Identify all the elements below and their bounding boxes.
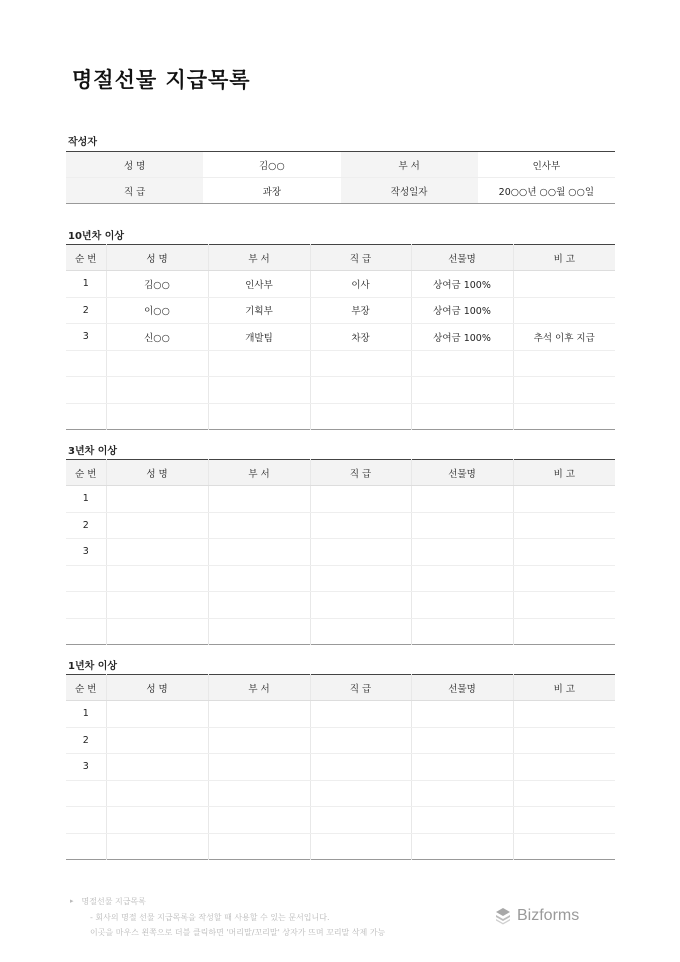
table-cell bbox=[411, 754, 513, 781]
table-cell bbox=[310, 512, 411, 539]
table-cell bbox=[411, 592, 513, 619]
table-row bbox=[66, 780, 615, 807]
table-cell bbox=[208, 539, 310, 566]
table-cell bbox=[66, 350, 106, 377]
table-row bbox=[66, 271, 615, 298]
table-cell bbox=[411, 512, 513, 539]
footer-description: - 회사의 명절 선물 지급목록을 작성할 때 사용할 수 있는 문서입니다. bbox=[90, 912, 330, 922]
table-row bbox=[66, 539, 615, 566]
table-row bbox=[66, 565, 615, 592]
table-cell bbox=[66, 403, 106, 430]
table-cell bbox=[310, 727, 411, 754]
column-header: 순 번 bbox=[66, 245, 106, 271]
column-header: 선물명 bbox=[411, 460, 513, 486]
table-cell bbox=[66, 377, 106, 404]
author-row bbox=[66, 152, 615, 178]
info-label: 작성일자 bbox=[341, 178, 478, 204]
table-cell: 김○○ bbox=[106, 271, 208, 298]
section-label-10yr: 10년차 이상 bbox=[68, 231, 125, 242]
column-header: 직 급 bbox=[310, 675, 411, 701]
table-cell bbox=[411, 403, 513, 430]
column-header: 부 서 bbox=[208, 675, 310, 701]
table-row bbox=[66, 512, 615, 539]
info-value: 인사부 bbox=[478, 152, 615, 178]
triangle-bullet-icon: ▸ bbox=[70, 897, 74, 905]
table-cell bbox=[411, 807, 513, 834]
page-footer[interactable] bbox=[70, 894, 385, 941]
table-cell: 개발팀 bbox=[208, 324, 310, 351]
table-cell bbox=[106, 754, 208, 781]
table-row bbox=[66, 807, 615, 834]
table-cell bbox=[66, 807, 106, 834]
table-cell: 2 bbox=[66, 297, 106, 324]
table-cell bbox=[310, 701, 411, 728]
table-cell bbox=[208, 833, 310, 860]
table-cell bbox=[513, 297, 615, 324]
table-cell bbox=[411, 701, 513, 728]
table-cell bbox=[106, 701, 208, 728]
column-header: 순 번 bbox=[66, 675, 106, 701]
table-cell bbox=[208, 807, 310, 834]
column-header: 순 번 bbox=[66, 460, 106, 486]
table-cell bbox=[513, 271, 615, 298]
table-cell: 차장 bbox=[310, 324, 411, 351]
table-row bbox=[66, 701, 615, 728]
table-cell bbox=[208, 377, 310, 404]
bizforms-logo-icon bbox=[494, 907, 512, 925]
table-row bbox=[66, 403, 615, 430]
table-cell bbox=[513, 807, 615, 834]
table-cell: 3 bbox=[66, 754, 106, 781]
table-cell bbox=[513, 833, 615, 860]
table-cell: 2 bbox=[66, 727, 106, 754]
table-row bbox=[66, 297, 615, 324]
table-cell bbox=[310, 618, 411, 645]
author-row bbox=[66, 178, 615, 204]
table-cell bbox=[310, 403, 411, 430]
table-cell bbox=[513, 539, 615, 566]
table-row bbox=[66, 754, 615, 781]
table-header-row bbox=[66, 675, 615, 701]
table-cell: 3 bbox=[66, 539, 106, 566]
table-cell bbox=[208, 727, 310, 754]
table-cell bbox=[66, 833, 106, 860]
table-cell bbox=[106, 350, 208, 377]
table-cell bbox=[208, 754, 310, 781]
table-cell bbox=[310, 565, 411, 592]
table-cell bbox=[106, 592, 208, 619]
table-cell bbox=[106, 486, 208, 513]
info-value: 20○○년 ○○월 ○○일 bbox=[498, 186, 595, 198]
table-cell bbox=[208, 512, 310, 539]
table-cell bbox=[411, 833, 513, 860]
table-cell bbox=[208, 486, 310, 513]
table-cell bbox=[66, 592, 106, 619]
gift-table bbox=[66, 674, 615, 860]
column-header: 비 고 bbox=[513, 675, 615, 701]
table-cell bbox=[411, 486, 513, 513]
table-cell bbox=[208, 618, 310, 645]
table-cell bbox=[310, 780, 411, 807]
table-row bbox=[66, 618, 615, 645]
table-cell: 2 bbox=[66, 512, 106, 539]
table-cell bbox=[310, 754, 411, 781]
table-cell: 상여금 100% bbox=[411, 271, 513, 298]
table-row bbox=[66, 833, 615, 860]
table-cell bbox=[208, 350, 310, 377]
table-cell: 신○○ bbox=[106, 324, 208, 351]
table-row bbox=[66, 377, 615, 404]
table-cell bbox=[513, 377, 615, 404]
table-cell bbox=[310, 486, 411, 513]
footer-title: 명절선물 지급목록 bbox=[81, 897, 146, 906]
table-cell bbox=[411, 350, 513, 377]
author-section-label: 작성자 bbox=[68, 137, 97, 148]
table-header-row bbox=[66, 460, 615, 486]
table-cell bbox=[106, 618, 208, 645]
table-cell bbox=[411, 539, 513, 566]
table-cell bbox=[208, 701, 310, 728]
table-cell: 부장 bbox=[310, 297, 411, 324]
section-label-3yr: 3년차 이상 bbox=[68, 446, 118, 457]
table-row bbox=[66, 486, 615, 513]
bizforms-logo bbox=[494, 907, 579, 925]
table-cell bbox=[208, 403, 310, 430]
table-cell bbox=[513, 486, 615, 513]
column-header: 선물명 bbox=[411, 245, 513, 271]
table-cell bbox=[411, 377, 513, 404]
bizforms-wordmark: Bizforms bbox=[517, 907, 580, 924]
table-row bbox=[66, 350, 615, 377]
table-cell: 기획부 bbox=[208, 297, 310, 324]
info-label: 직 급 bbox=[66, 178, 203, 204]
table-row bbox=[66, 324, 615, 351]
table-cell bbox=[411, 727, 513, 754]
table-cell bbox=[513, 512, 615, 539]
table-cell: 1 bbox=[66, 486, 106, 513]
table-cell: 상여금 100% bbox=[411, 324, 513, 351]
table-row bbox=[66, 727, 615, 754]
table-cell bbox=[106, 780, 208, 807]
column-header: 비 고 bbox=[513, 460, 615, 486]
table-cell bbox=[208, 565, 310, 592]
info-label: 성 명 bbox=[66, 152, 203, 178]
table-cell bbox=[106, 512, 208, 539]
table-cell bbox=[310, 807, 411, 834]
gift-table bbox=[66, 244, 615, 430]
info-value: 김○○ bbox=[203, 152, 340, 178]
table-cell bbox=[106, 539, 208, 566]
footer-hint: 이곳을 마우스 왼쪽으로 더블 클릭하면 '머리말/꼬리말' 상자가 뜨며 꼬리말 삭제 가능 bbox=[90, 928, 386, 937]
table-cell bbox=[66, 618, 106, 645]
table-cell bbox=[66, 780, 106, 807]
table-cell: 이사 bbox=[310, 271, 411, 298]
table-row bbox=[66, 592, 615, 619]
document-title: 명절선물 지급목록 bbox=[72, 68, 251, 92]
table-cell bbox=[513, 780, 615, 807]
column-header: 부 서 bbox=[208, 460, 310, 486]
table-header-row bbox=[66, 245, 615, 271]
table-cell bbox=[106, 377, 208, 404]
table-cell bbox=[513, 618, 615, 645]
info-label: 부 서 bbox=[341, 152, 478, 178]
gift-table bbox=[66, 459, 615, 645]
table-cell: 1 bbox=[66, 701, 106, 728]
table-cell bbox=[513, 701, 615, 728]
table-cell bbox=[106, 565, 208, 592]
column-header: 선물명 bbox=[411, 675, 513, 701]
column-header: 직 급 bbox=[310, 460, 411, 486]
table-cell bbox=[411, 618, 513, 645]
table-cell bbox=[106, 807, 208, 834]
table-cell: 추석 이후 지급 bbox=[513, 324, 615, 351]
table-cell bbox=[310, 377, 411, 404]
table-cell bbox=[310, 592, 411, 619]
table-cell bbox=[208, 592, 310, 619]
table-cell bbox=[513, 727, 615, 754]
table-cell bbox=[513, 754, 615, 781]
table-cell bbox=[513, 565, 615, 592]
column-header: 성 명 bbox=[106, 675, 208, 701]
author-info-table bbox=[66, 151, 615, 204]
table-cell bbox=[106, 727, 208, 754]
table-cell: 이○○ bbox=[106, 297, 208, 324]
table-cell bbox=[411, 565, 513, 592]
table-cell bbox=[66, 565, 106, 592]
table-cell bbox=[513, 592, 615, 619]
table-cell bbox=[310, 833, 411, 860]
info-value: 과장 bbox=[262, 186, 282, 198]
table-cell bbox=[513, 403, 615, 430]
section-label-1yr: 1년차 이상 bbox=[68, 661, 118, 672]
table-cell bbox=[208, 780, 310, 807]
table-cell: 1 bbox=[66, 271, 106, 298]
table-cell bbox=[106, 833, 208, 860]
column-header: 성 명 bbox=[106, 460, 208, 486]
table-cell bbox=[310, 350, 411, 377]
column-header: 비 고 bbox=[513, 245, 615, 271]
table-cell: 3 bbox=[66, 324, 106, 351]
table-cell: 상여금 100% bbox=[411, 297, 513, 324]
column-header: 직 급 bbox=[310, 245, 411, 271]
table-cell bbox=[106, 403, 208, 430]
column-header: 성 명 bbox=[106, 245, 208, 271]
table-cell: 인사부 bbox=[208, 271, 310, 298]
table-cell bbox=[411, 780, 513, 807]
column-header: 부 서 bbox=[208, 245, 310, 271]
table-cell bbox=[513, 350, 615, 377]
table-cell bbox=[310, 539, 411, 566]
